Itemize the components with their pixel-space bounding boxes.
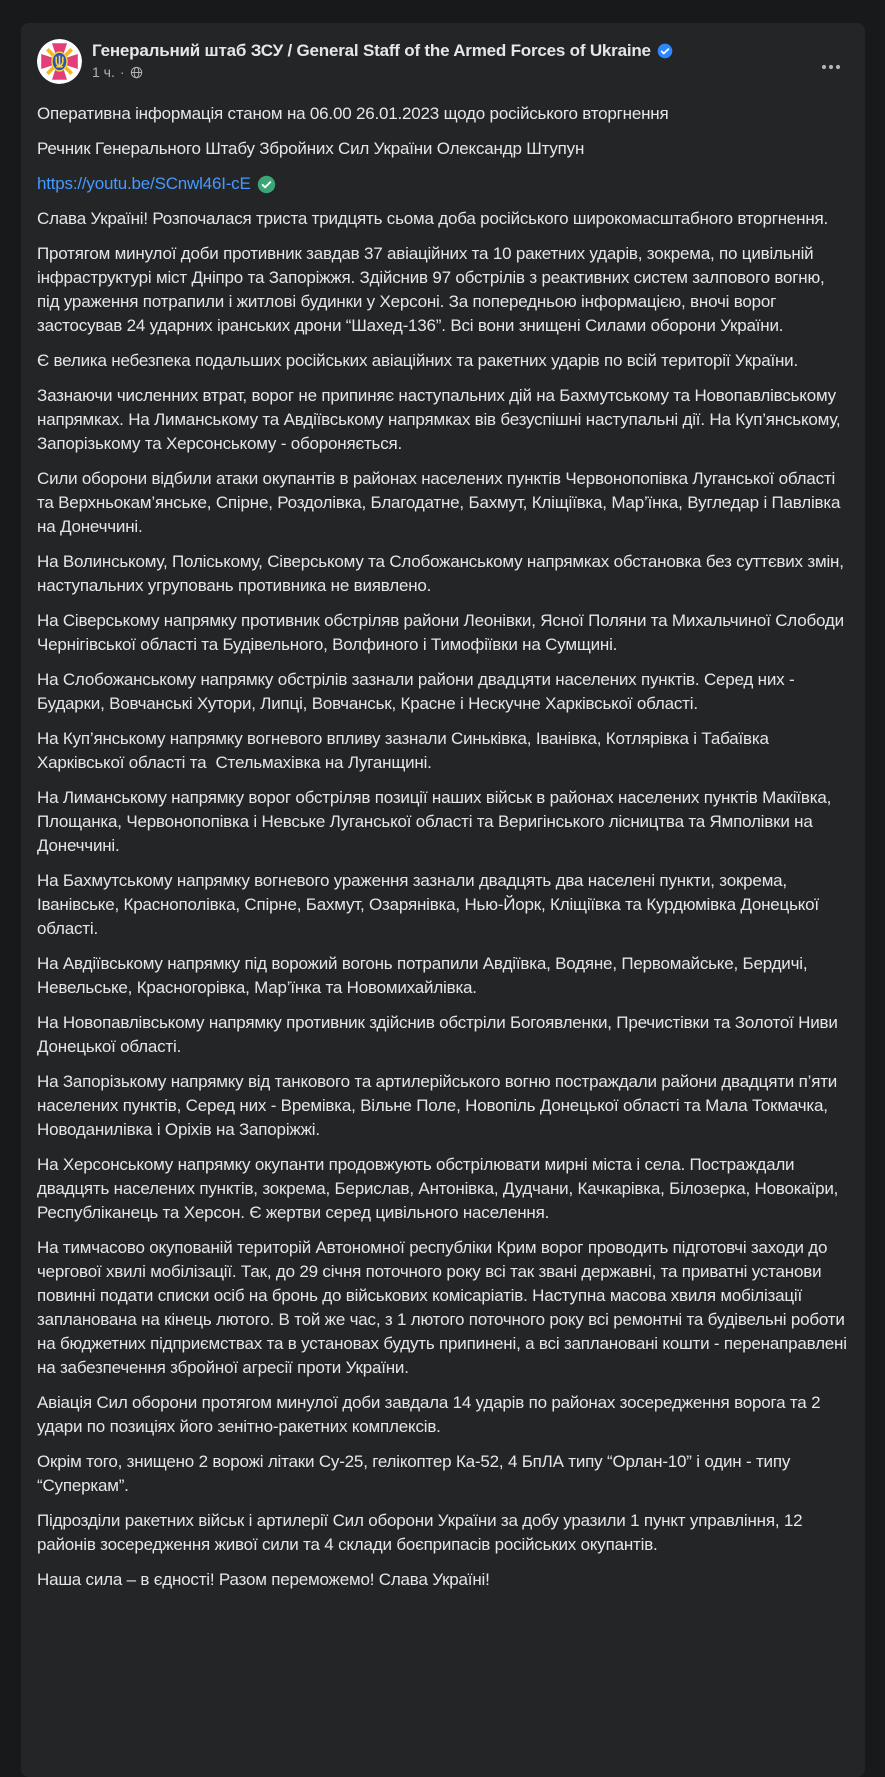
post-paragraph: Речник Генерального Штабу Збройних Сил України Олександр Штупун [37, 139, 585, 158]
post-paragraph: На Бахмутському напрямку вогневого ураження зазнали двадцять два населені пункти, зокрема, Іванівське, Краснополівка, Спірне, Бахмут, Озарянівка, Нью-Йорк, Кліщіївка та Курдюмівка Донецької області. [37, 871, 824, 938]
post-paragraph: Слава Україні! Розпочалася триста тридцять сьома доба російського широкомасштабного вторгнення. [37, 209, 829, 228]
post-paragraph: На Херсонському напрямку окупанти продовжують обстрілювати мирні міста і села. Постраждали двадцять населених пунктів, зокрема, Берислав, Антонівка, Дудчани, Качкарівка, Білозерка, Новокаїри, Республіканець та Херсон. Є жертви серед цивільного населення. [37, 1155, 843, 1222]
post-paragraph: На Слобожанському напрямку обстрілів зазнали райони двадцяти населених пунктів. Серед них - Бударки, Вовчанські Хутори, Липці, Вовчанськ, Красне і Нескучне Харківської області. [37, 670, 799, 713]
post-link-line [37, 172, 849, 196]
header-text [92, 39, 849, 80]
post-paragraph: На Запорізькому напрямку від танкового та артилерійського вогню постраждали райони двадцяти п’яти населених пунктів, Серед них - Времівка, Вільне Поле, Новопіль Донецької області та Мала Токмачка, Новоданилівка і Оріхів на Запоріжжі. [37, 1072, 842, 1139]
post-paragraph: Є велика небезпека подальших російських авіаційних та ракетних ударів по всій території України. [37, 351, 798, 370]
post-paragraph: Авіація Сил оборони протягом минулої доби завдала 14 ударів по районах зосередження ворога та 2 удари по позиціях його зенітно-ракетних комплексів. [37, 1393, 825, 1436]
post-card [21, 23, 865, 1777]
post-paragraph: На Сіверському напрямку противник обстріляв райони Леонівки, Ясної Поляни та Михальчиної Слободи Чернігівської області та Будівельного, Волфиного і Тимофіївки на Сумщині. [37, 611, 849, 654]
post-paragraph: На Авдіївському напрямку під ворожий вогонь потрапили Авдіївка, Водяне, Первомайське, Бердичі, Невельське, Красногорівка, Мар’їнка та Новомихайлівка. [37, 954, 812, 997]
page-title[interactable]: Генеральний штаб ЗСУ / General Staff of the Armed Forces of Ukraine [92, 41, 651, 60]
post-paragraph: На тимчасово окупованій територій Автономної республіки Крим ворог проводить підготовчі заходи до чергової хвилі мобілізації. Так, до 29 січня поточного року всі так звані державні, та приватні установи повинні подати списки осіб на бронь до військових комісаріатів. Наступна масова хвиля мобілізації запланована на кінець лютого. В той же час, з 1 лютого поточного року всі ремонтні та будівельні роботи на бюджетних підприємствах та в установах будуть припинені, а всі заплановані кошти - перенаправлені на забезпечення збройної агресії проти України. [37, 1238, 852, 1377]
globe-icon [130, 66, 143, 79]
green-check-icon [257, 175, 276, 194]
post-paragraph: На Куп’янському напрямку вогневого впливу зазнали Синьківка, Іванівка, Котлярівка і Табаївка Харківської області та Стельмахівка на Луганщині. [37, 729, 774, 772]
post-paragraph: Окрім того, знищено 2 ворожі літаки Су-25, гелікоптер Ка-52, 4 БпЛА типу “Орлан-10” і один - типу “Суперкам”. [37, 1452, 795, 1495]
post-body [37, 102, 852, 1592]
post-paragraph: На Волинському, Поліському, Сіверському та Слобожанському напрямках обстановка без суттєвих змін, наступальних угруповань противника не виявлено. [37, 552, 849, 595]
timestamp[interactable]: 1 ч. [92, 64, 115, 81]
general-staff-emblem-icon [37, 39, 82, 84]
post-paragraph: Наша сила – в єдності! Разом переможемо! Слава Україні! [37, 1570, 490, 1589]
post-paragraph: Підрозділи ракетних військ і артилерії Сил оборони України за добу уразили 1 пункт управління, 12 районів зосередження живої сили та 4 склади боєприпасів російських окупантів. [37, 1511, 807, 1554]
more-options-button[interactable] [813, 49, 849, 85]
post-meta [92, 64, 849, 80]
three-dots-icon [820, 56, 842, 78]
post-header [37, 39, 849, 84]
meta-separator: · [119, 64, 125, 81]
post-paragraph: На Лиманському напрямку ворог обстріляв позиції наших військ в районах населених пунктів Макіївка, Площанка, Червонопопівка і Невське Луганської області та Веригінського лісництва та Ямполівки на Донеччині. [37, 788, 836, 855]
verified-badge-icon [657, 43, 673, 59]
post-paragraph: Сили оборони відбили атаки окупантів в районах населених пунктів Червонопопівка Луганської області та Верхньокам’янське, Спірне, Роздолівка, Благодатне, Бахмут, Кліщіївка, Мар’їнка, Вугледар і Павлівка на Донеччині. [37, 469, 845, 536]
post-paragraph: Зазнаючи численних втрат, ворог не припиняє наступальних дій на Бахмутському та Новопавлівському напрямках. На Лиманському та Авдіївському напрямках вів безуспішні наступальні дії. На Куп’янському, Запорізькому та Херсонському - обороняється. [37, 386, 845, 453]
post-paragraph: На Новопавлівському напрямку противник здійснив обстріли Богоявленки, Пречистівки та Золотої Ниви Донецької області. [37, 1013, 843, 1056]
youtube-link[interactable]: https://youtu.be/SCnwl46I-cE [37, 174, 251, 193]
post-paragraph: Протягом минулої доби противник завдав 37 авіаційних та 10 ракетних ударів, зокрема, по цивільній інфраструктурі міст Дніпро та Запоріжжя. Здійснив 97 обстрілів з реактивних систем залпового вогню, під ураження потрапили і житлові будинки у Херсоні. За попередньою інформацією, вночі ворог застосував 24 ударних іранських дрони “Шахед-136”. Всі вони знищені Силами оборони України. [37, 244, 830, 335]
avatar[interactable] [37, 39, 82, 84]
post-paragraph: Оперативна інформація станом на 06.00 26.01.2023 щодо російського вторгнення [37, 104, 669, 123]
